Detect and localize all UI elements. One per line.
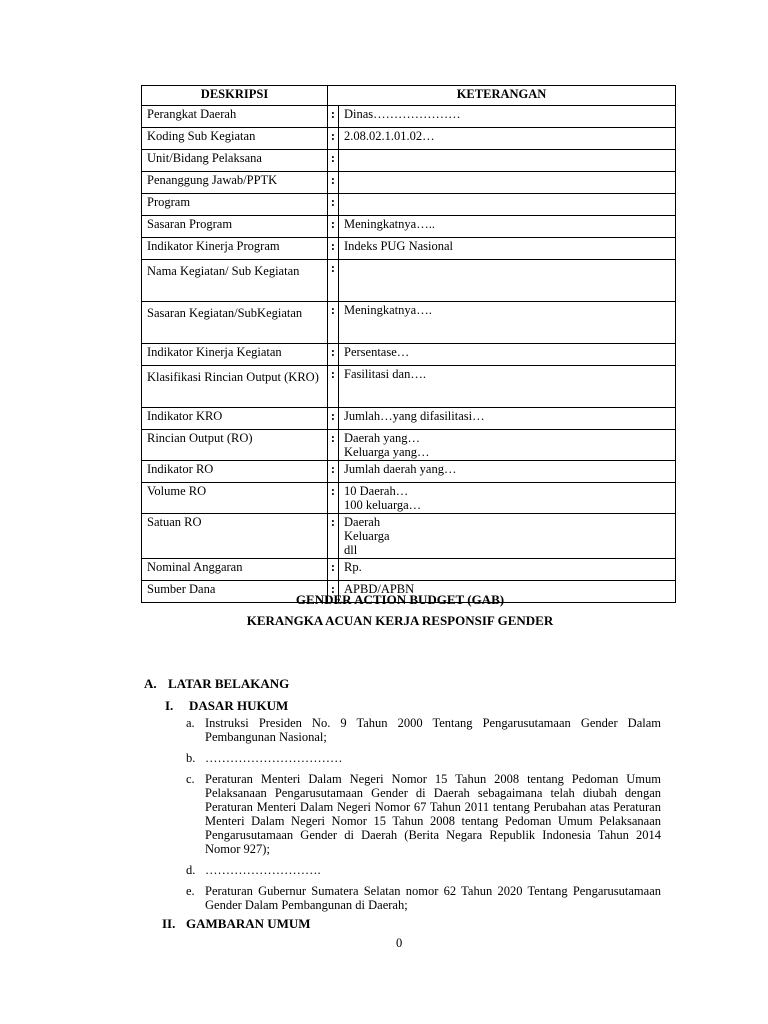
row-value-line: Keluarga yang…	[344, 445, 430, 459]
row-colon: :	[328, 260, 339, 302]
row-value-line: Daerah	[344, 515, 381, 529]
table-row	[142, 366, 676, 408]
kak-title: KERANGKA ACUAN KERJA RESPONSIF GENDER	[246, 613, 554, 628]
table-row	[142, 194, 676, 216]
row-colon: :	[328, 430, 339, 461]
row-value-line: Fasilitasi dan….	[344, 367, 426, 381]
row-description: Klasifikasi Rincian Output (KRO)	[142, 366, 328, 408]
row-value-line: Indeks PUG Nasional	[344, 239, 454, 253]
row-value	[339, 172, 676, 194]
row-value-line: Jumlah daerah yang…	[344, 462, 457, 476]
row-colon: :	[328, 559, 339, 581]
row-value-line: Jumlah…yang difasilitasi…	[344, 409, 485, 423]
row-value-line: 10 Daerah…	[344, 484, 409, 498]
row-value	[339, 461, 676, 483]
subsection-label: GAMBARAN UMUM	[186, 916, 311, 931]
table-row	[142, 408, 676, 430]
row-value	[339, 366, 676, 408]
row-colon: :	[328, 514, 339, 559]
row-description: Nominal Anggaran	[142, 559, 328, 581]
row-value-line: Meningkatnya…..	[344, 217, 435, 231]
table-row	[142, 238, 676, 260]
row-value	[339, 559, 676, 581]
row-colon: :	[328, 150, 339, 172]
row-colon: :	[328, 302, 339, 344]
row-colon: :	[328, 238, 339, 260]
row-value-line: Meningkatnya….	[344, 303, 432, 317]
header-keterangan: KETERANGAN	[328, 86, 676, 106]
list-item-text: Peraturan Menteri Dalam Negeri Nomor 15 Tahun 2008 tentang Pedoman Umum Pelaksanaan Pengarusutamaan Gender di Daerah sebagaimana telah diubah dengan Peraturan Menteri Dalam Negeri Nomor 67 Tahun 2011 tentang Perubahan atas Peraturan Menteri Dalam Negeri Nomor 15 Tahun 2008 tentang Pedoman Umum Pelaksanaan Pengarusutamaan Gender di Daerah (Berita Negara Republik Indonesia Tahun 2014 Nomor 927);	[205, 772, 661, 856]
list-item-text: ……………………………	[205, 751, 343, 765]
list-item-text: Instruksi Presiden No. 9 Tahun 2000 Tentang Pengarusutamaan Gender Dalam Pembangunan Nasional;	[205, 716, 661, 744]
list-item-text: Peraturan Gubernur Sumatera Selatan nomor 62 Tahun 2020 Tentang Pengarusutamaan Gender Dalam Pembangunan di Daerah;	[205, 884, 661, 912]
row-value-line: APBD/APBN	[344, 582, 415, 596]
list-item-text: ……………………….	[205, 863, 321, 877]
row-description: Koding Sub Kegiatan	[142, 128, 328, 150]
list-item-marker: c.	[186, 772, 195, 786]
page-number: 0	[396, 936, 403, 950]
row-description: Program	[142, 194, 328, 216]
list-item	[183, 863, 661, 877]
row-value-line: 2.08.02.1.01.02…	[344, 129, 435, 143]
table-row	[142, 461, 676, 483]
row-colon: :	[328, 483, 339, 514]
table-row	[142, 106, 676, 128]
row-colon: :	[328, 366, 339, 408]
gab-title: GENDER ACTION BUDGET (GAB)	[295, 592, 505, 607]
row-value	[339, 514, 676, 559]
row-description: Satuan RO	[142, 514, 328, 559]
row-colon: :	[328, 128, 339, 150]
table-row	[142, 128, 676, 150]
row-description: Sasaran Kegiatan/SubKegiatan	[142, 302, 328, 344]
row-value-line: Persentase…	[344, 345, 410, 359]
row-colon: :	[328, 106, 339, 128]
row-colon: :	[328, 216, 339, 238]
row-value	[339, 430, 676, 461]
list-item	[183, 772, 661, 856]
list-item-marker: a.	[186, 716, 195, 730]
row-colon: :	[328, 344, 339, 366]
section-number: A.	[144, 676, 157, 691]
row-description: Nama Kegiatan/ Sub Kegiatan	[142, 260, 328, 302]
table-row	[142, 344, 676, 366]
section-label: LATAR BELAKANG	[168, 676, 290, 691]
table-row	[142, 302, 676, 344]
list-item-marker: d.	[186, 863, 196, 877]
row-description: Unit/Bidang Pelaksana	[142, 150, 328, 172]
row-value	[339, 483, 676, 514]
row-colon: :	[328, 581, 339, 603]
row-description: Perangkat Daerah	[142, 106, 328, 128]
table-row	[142, 430, 676, 461]
row-colon: :	[328, 194, 339, 216]
row-description: Indikator KRO	[142, 408, 328, 430]
kak-info-table	[141, 85, 676, 603]
row-colon: :	[328, 172, 339, 194]
row-description: Sumber Dana	[142, 581, 328, 603]
row-value	[339, 238, 676, 260]
row-value-line: Daerah yang…	[344, 431, 421, 445]
table-row	[142, 216, 676, 238]
section-latar-belakang	[144, 676, 289, 692]
row-value	[339, 344, 676, 366]
row-value-line: Keluarga	[344, 529, 390, 543]
subsection-gambaran-umum	[162, 916, 311, 932]
row-description: Sasaran Program	[142, 216, 328, 238]
table-row	[142, 260, 676, 302]
table-row	[142, 514, 676, 559]
row-colon: :	[328, 408, 339, 430]
row-description: Indikator Kinerja Kegiatan	[142, 344, 328, 366]
table-header-row	[142, 86, 676, 106]
row-value	[339, 106, 676, 128]
row-value-line: dll	[344, 543, 358, 557]
row-value	[339, 408, 676, 430]
row-description: Penanggung Jawab/PPTK	[142, 172, 328, 194]
table-row	[142, 172, 676, 194]
row-value-line: 100 keluarga…	[344, 498, 422, 512]
row-value-line: Rp.	[344, 560, 362, 574]
list-item	[183, 884, 661, 912]
table-row	[142, 150, 676, 172]
row-value	[339, 128, 676, 150]
row-colon: :	[328, 461, 339, 483]
subsection-dasar-hukum	[165, 698, 288, 714]
list-item	[183, 716, 661, 744]
list-item	[183, 751, 661, 765]
row-description: Rincian Output (RO)	[142, 430, 328, 461]
table-row	[142, 559, 676, 581]
table-row	[142, 483, 676, 514]
table-body	[142, 106, 676, 603]
list-item-marker: b.	[186, 751, 196, 765]
legal-basis-list	[183, 716, 661, 919]
row-value	[339, 260, 676, 302]
list-item-marker: e.	[186, 884, 195, 898]
row-value	[339, 302, 676, 344]
row-value	[339, 150, 676, 172]
subsection-label: DASAR HUKUM	[189, 698, 289, 713]
row-description: Indikator RO	[142, 461, 328, 483]
header-deskripsi: DESKRIPSI	[142, 86, 328, 106]
row-value	[339, 216, 676, 238]
row-value-line: Dinas…………………	[344, 107, 461, 121]
row-description: Indikator Kinerja Program	[142, 238, 328, 260]
subsection-number: I.	[165, 698, 174, 713]
subsection-number: II.	[162, 916, 176, 931]
row-description: Volume RO	[142, 483, 328, 514]
row-value	[339, 194, 676, 216]
